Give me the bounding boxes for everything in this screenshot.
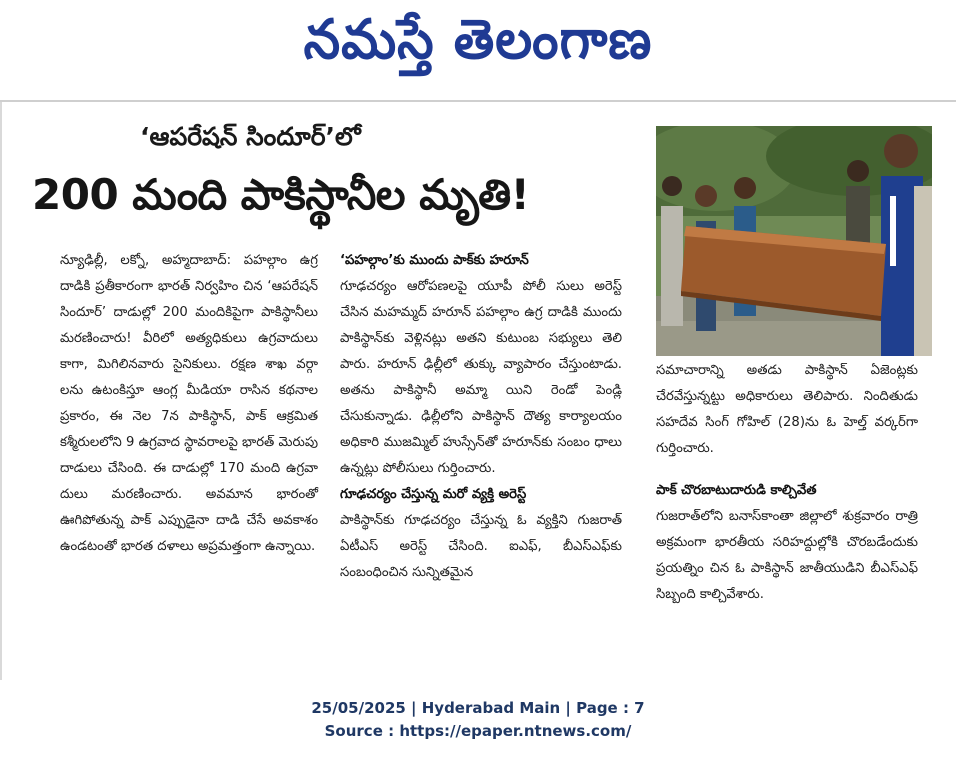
article-column-3 [656, 358, 918, 608]
article-headline: 200 మంది పాకిస్థానీల మృతి! [32, 170, 530, 219]
masthead [0, 0, 956, 100]
article-column-2 [340, 248, 622, 586]
article-border [0, 102, 2, 680]
column-1-text: న్యూఢిల్లీ, లక్నో, అహ్మదాబాద్: పహల్గాం ఉగ్ర దాడికి ప్రతీకారంగా భారత్ నిర్వహిం చిన ‘ఆపరేషన్ సిందూర్’ దాడుల్లో 200 మందికిపైగా పాకిస్థానీలు మరణించారు! వీరిలో అత్యధికులు ఉగ్రవాదులు కాగా, మిగిలినవారు సైనికులు. రక్షణ శాఖ వర్గా లను ఉటంకిస్తూ ఆంగ్ల మీడియా రాసిన కథనాల ప్రకారం, ఈ నెల 7న పాకిస్థాన్, పాక్ ఆక్రమిత కశ్మీరులలోని 9 ఉగ్రవాద స్థావరాలపై భారత్ మెరుపు దాడులు చేసింది. ఈ దాడుల్లో 170 మంది ఉగ్రవా దులు మరణించారు. అవమాన భారంతో ఊగిపోతున్న పాక్ ఎప్పుడైనా దాడి చేసే అవకాశం ఉండటంతో భారత దళాలు అప్రమత్తంగా ఉన్నాయి. [60, 253, 318, 554]
column-2-text-1: గూఢచర్యం ఆరోపణలపై యూపీ పోలీ సులు అరెస్ట్ చేసిన మహమ్మద్ హరూన్ పహల్గాం ఉగ్ర దాడికి ముందు పాకిస్థాన్‌కు వెళ్లినట్లు అతని కుటుంబ సభ్యులు తెలి పారు. హరూన్ ఢిల్లీలో తుక్కు వ్యాపారం చేస్తుంటాడు. అతను పాకిస్థానీ అమ్మా యిని రెండో పెండ్లి చేసుకున్నాడు. ఢిల్లీలోని పాకిస్థాన్ దౌత్య కార్యాలయం అధికారి ముజమ్మిల్ హుస్సేన్‌తో హరూన్‌కు సంబం ధాలు ఉన్నట్లు పోలీసులు గుర్తించారు. [340, 279, 622, 476]
subheading-infiltrator: పాక్ చొరబాటుదారుడి కాల్చివేత [656, 483, 817, 498]
article-kicker: ‘ఆపరేషన్ సిందూర్’లో [140, 122, 361, 151]
column-3-text-1: సమాచారాన్ని అతడు పాకిస్థాన్ ఏజెంట్లకు చేరవేస్తున్నట్టు అధికారులు తెలిపారు. నిందితుడు సహదేవ సింగ్ గోహిల్ (28)ను ఓ హెల్త్ వర్కర్‌గా గుర్తించారు. [656, 363, 918, 456]
newspaper-logo: నమస్తే తెలంగాణ [303, 8, 653, 72]
column-3-spacer [656, 462, 918, 478]
subheading-arrest: గూఢచర్యం చేస్తున్న మరో వ్యక్తి అరెస్ట్ [340, 487, 527, 502]
subheading-harun: ‘పహల్గాం’కు ముందు పాక్‌కు హరూన్ [340, 253, 529, 268]
column-3-text-2: గుజరాత్‌లోని బనాస్‌కాంతా జిల్లాలో శుక్రవారం రాత్రి అక్రమంగా భారతీయ సరిహద్దుల్లోకి చొరబడేందుకు ప్రయత్నిం చిన ఓ పాకిస్థాన్ జాతీయుడిని బీఎస్ఎఫ్ సిబ్బంది కాల్చివేశారు. [656, 509, 918, 602]
footer-source-link[interactable]: Source : https://epaper.ntnews.com/ [324, 722, 632, 740]
coffin-carriers-photo [656, 126, 932, 356]
news-photo [656, 126, 932, 356]
footer-date-line: 25/05/2025 | Hyderabad Main | Page : 7 [311, 699, 645, 717]
column-2-text-2: పాకిస్థాన్‌కు గూఢచర్యం చేస్తున్న ఓ వ్యక్తిని గుజరాత్ ఏటీఎస్ అరెస్ట్ చేసింది. ఐఎఫ్, బీఎస్ఎఫ్‌కు సంబంధించిన సున్నితమైన [340, 513, 622, 580]
article-column-1 [60, 248, 318, 560]
